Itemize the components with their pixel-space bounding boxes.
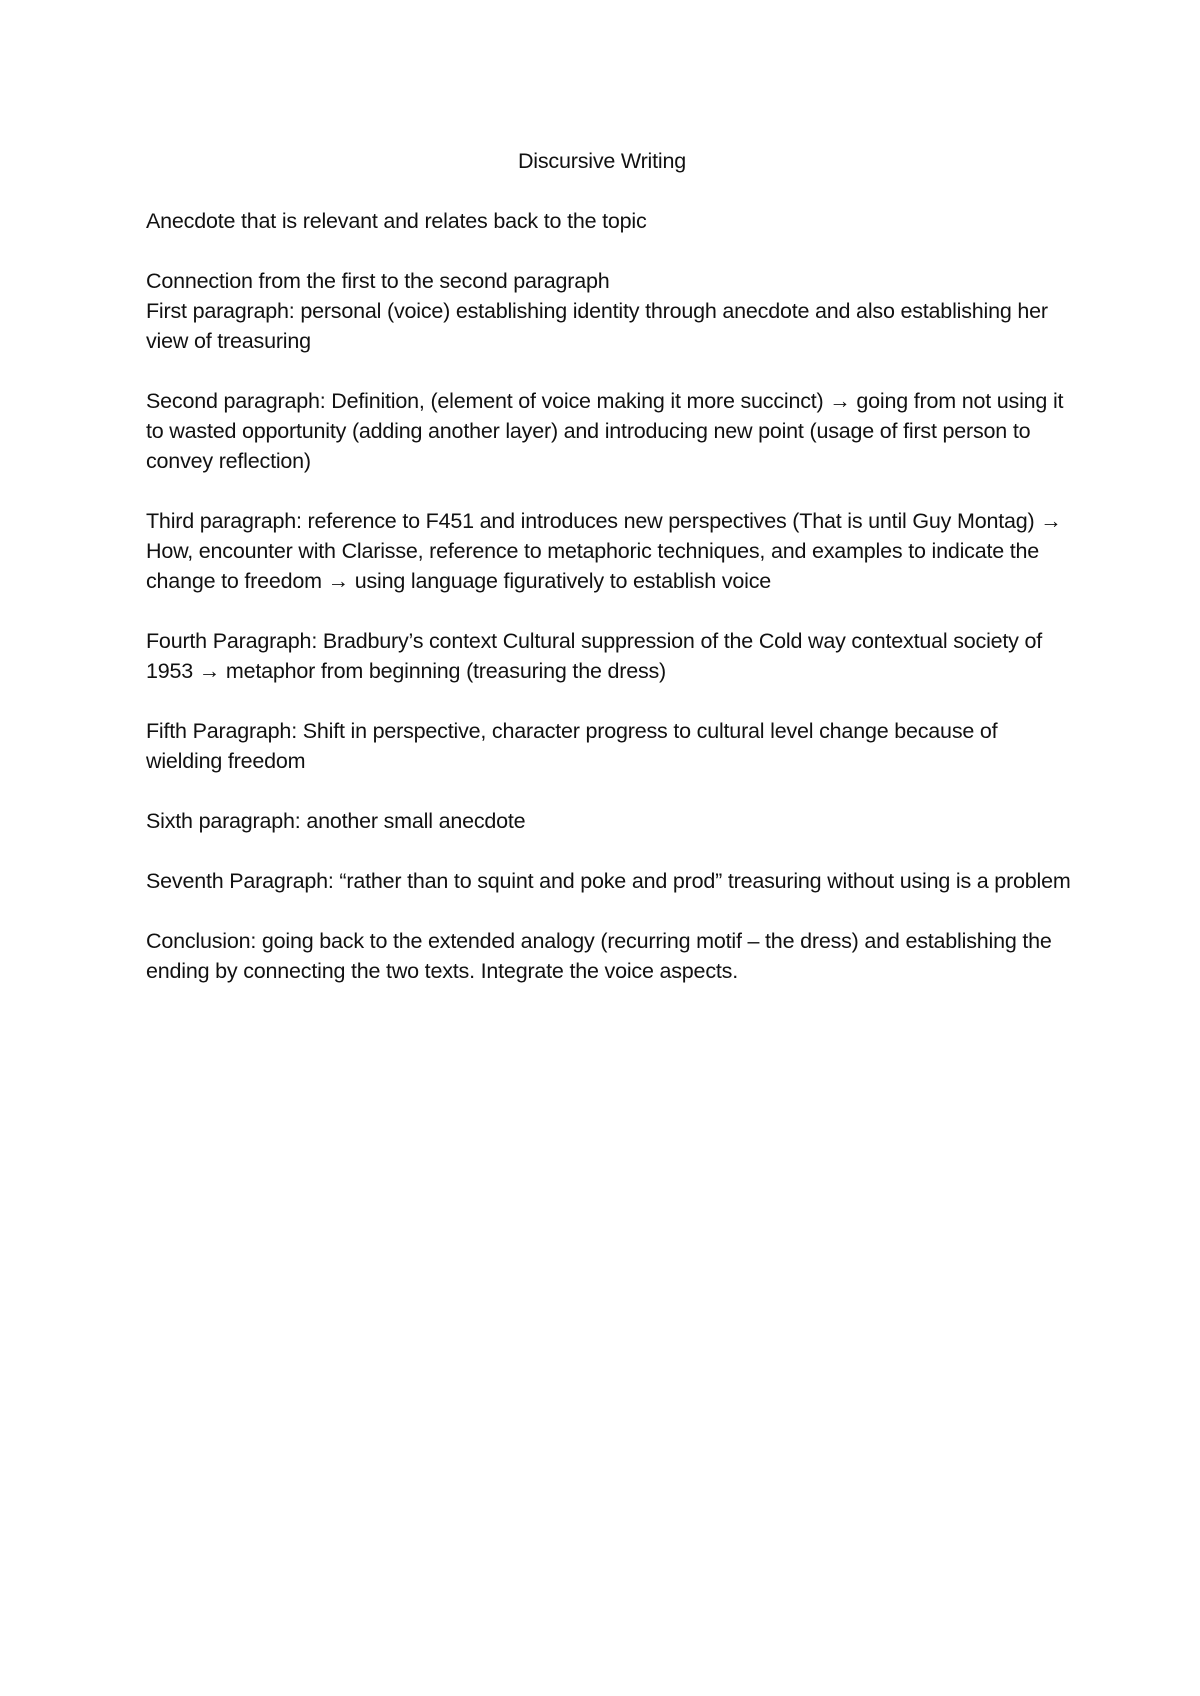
paragraph-second: Second paragraph: Definition, (element of voice making it more succinct) → going from not using it to wasted opportunity (adding another layer) and introducing new point (usage of first person to convey reflection): [146, 389, 1064, 473]
paragraph-first: First paragraph: personal (voice) establishing identity through anecdote and also establishing her view of treasuring: [146, 299, 1048, 353]
paragraph-sixth: Sixth paragraph: another small anecdote: [146, 809, 526, 833]
paragraph-fourth: Fourth Paragraph: Bradbury’s context Cultural suppression of the Cold way contextual society of 1953 → metaphor from beginning (treasuring the dress): [146, 629, 1043, 683]
paragraph-connection: Connection from the first to the second paragraph: [146, 269, 610, 293]
paragraph-conclusion: Conclusion: going back to the extended analogy (recurring motif – the dress) and establishing the ending by connecting the two texts. Integrate the voice aspects.: [146, 929, 1052, 983]
document-body: [146, 146, 1076, 1016]
paragraph-third: Third paragraph: reference to F451 and introduces new perspectives (That is until Guy Montag) → How, encounter with Clarisse, reference to metaphoric techniques, and examples to indicate the change to freedom → using language figuratively to establish voice: [146, 509, 1062, 593]
document-title: Discursive Writing: [517, 149, 687, 173]
paragraph-fifth: Fifth Paragraph: Shift in perspective, character progress to cultural level change because of wielding freedom: [146, 719, 998, 773]
paragraph-seventh: Seventh Paragraph: “rather than to squint and poke and prod” treasuring without using is a problem: [146, 869, 1071, 893]
paragraph-anecdote: Anecdote that is relevant and relates back to the topic: [146, 209, 647, 233]
